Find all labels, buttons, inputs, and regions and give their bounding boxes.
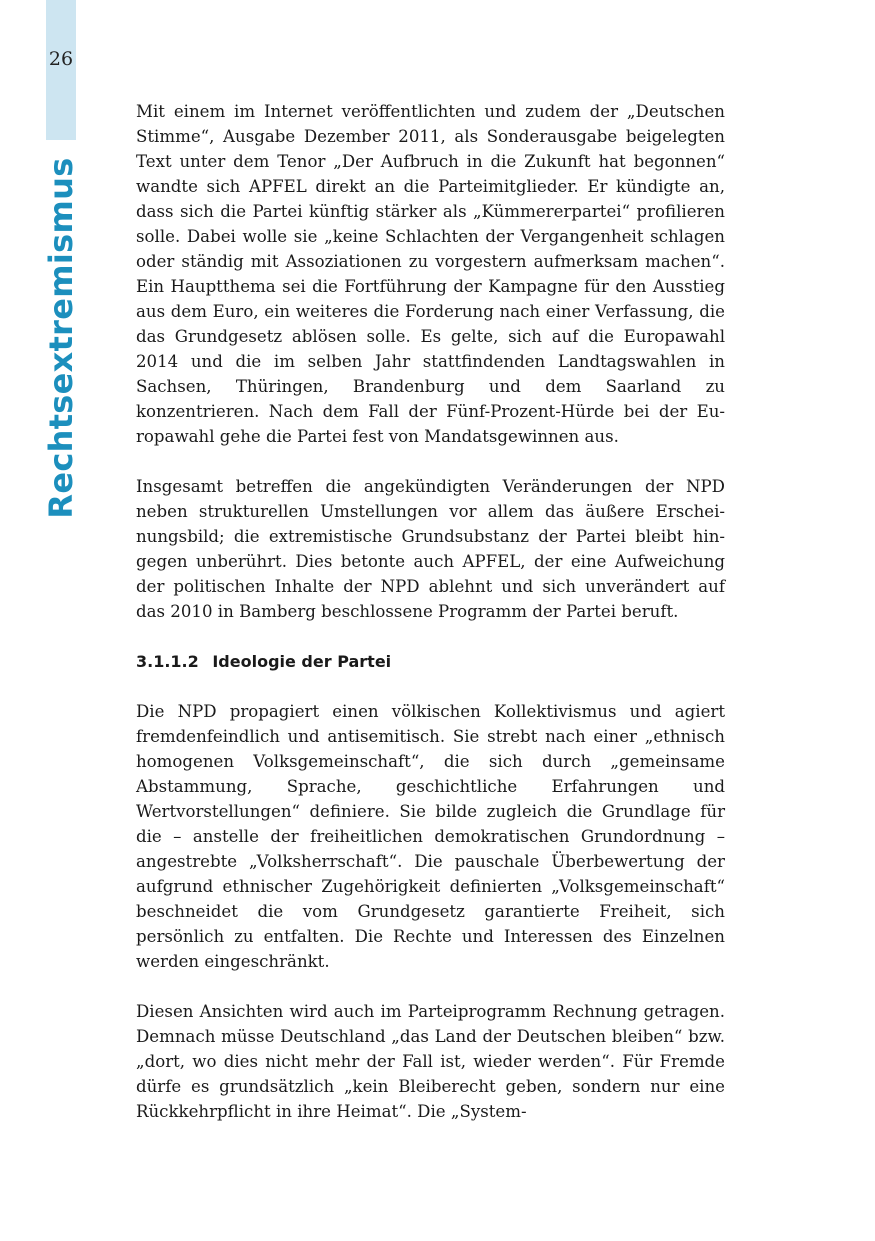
section-heading (136, 649, 725, 674)
paragraph: Diesen Ansichten wird auch im Parteiprogramm Rechnung getragen. Demnach müsse Deutschland „das Land der Deutschen bleiben“ bzw. „dort, wo dies nicht mehr der Fall ist, wieder werden“. Für Fremde dürfe es grundsätzlich „kein Bleiberecht geben, sondern nur eine Rückkehrpflicht in ihre Heimat“. Die „System- (136, 1002, 725, 1121)
chapter-tab (46, 0, 76, 140)
chapter-label: Rechtsextremismus (42, 157, 80, 519)
page-number: 26 (48, 48, 74, 70)
paragraph: Insgesamt betreffen die angekündigten Veränderungen der NPD neben strukturellen Umstellungen vor allem das äußere Erscheinungsbild; die extremistische Grundsubstanz der Partei bleibt hingegen unberührt. Dies betonte auch APFEL, der eine Aufweichung der politischen Inhalte der NPD ablehnt und sich unverändert auf das 2010 in Bamberg beschlossene Programm der Partei beruft. (136, 477, 725, 621)
page-body (136, 99, 725, 1149)
section-title: Ideologie der Partei (212, 652, 392, 671)
paragraph: Die NPD propagiert einen völkischen Kollektivismus und agiert fremdenfeindlich und antisemitisch. Sie strebt nach einer „ethnisch homogenen Volksgemeinschaft“, die sich durch „gemeinsame Abstammung, Sprache, geschichtliche Erfahrungen und Wertvorstellungen“ definiere. Sie bilde zugleich die Grundlage für die – anstelle der freiheitlichen demokratischen Grundordnung – angestrebte „Volksherrschaft“. Die pauschale Überbewertung der aufgrund ethnischer Zugehörigkeit definierten „Volksgemeinschaft“ beschneidet die vom Grundgesetz garantierte Freiheit, sich persönlich zu entfalten. Die Rechte und Interessen des Einzelnen werden eingeschränkt. (136, 702, 725, 971)
section-number: 3.1.1.2 (136, 652, 199, 671)
paragraph: Mit einem im Internet veröffentlichten und zudem der „Deutschen Stimme“, Ausgabe Dezember 2011, als Sonderausgabe beigelegten Text unter dem Tenor „Der Aufbruch in die Zukunft hat begonnen“ wandte sich APFEL direkt an die Parteimitglieder. Er kündigte an, dass sich die Partei künftig stärker als „Kümmererpartei“ profilieren solle. Dabei wolle sie „keine Schlachten der Vergangenheit schlagen oder ständig mit Assoziationen zu vorgestern aufmerksam machen“. Ein Hauptthema sei die Fortführung der Kampagne für den Ausstieg aus dem Euro, ein weiteres die Forderung nach einer Verfassung, die das Grundgesetz ablösen solle. Es gelte, sich auf die Europawahl 2014 und die im selben Jahr stattfindenden Landtagswahlen in Sachsen, Thüringen, Brandenburg und dem Saarland zu konzentrieren. Nach dem Fall der Fünf-Prozent-Hürde bei der Europawahl gehe die Partei fest von Mandatsgewinnen aus. (136, 102, 725, 446)
